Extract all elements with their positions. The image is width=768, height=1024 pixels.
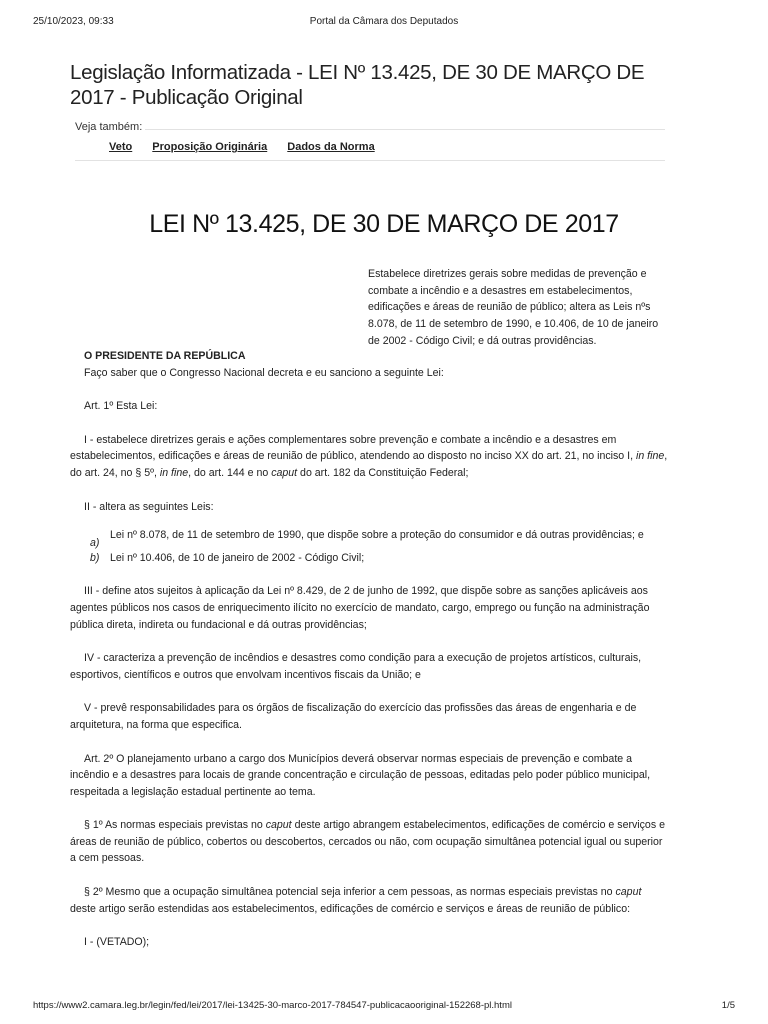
print-url: https://www2.camara.leg.br/legin/fed/lei/2017/lei-13425-30-marco-2017-784547-publicacaooriginal-152268-pl.html bbox=[33, 1000, 512, 1011]
sub-item-text: Lei nº 10.406, de 10 de janeiro de 2002 - Código Civil; bbox=[110, 551, 365, 564]
link-dados-da-norma[interactable]: Dados da Norma bbox=[287, 141, 375, 153]
sub-item-text: Lei nº 8.078, de 11 de setembro de 1990, que dispõe sobre a proteção do consumidor e dá outras providências; e bbox=[110, 529, 644, 542]
item-v: V - prevê responsabilidades para os órgãos de fiscalização do exercício das profissões das áreas de engenharia e de arquitetura, na forma que especifica. bbox=[70, 702, 637, 731]
item-iv: IV - caracteriza a prevenção de incêndios e desastres como condição para a execução de projetos artísticos, culturais, esportivos, científicos e outros que envolvam incentivos fiscais da União; e bbox=[70, 652, 642, 681]
see-also-label: Veja também: bbox=[75, 121, 143, 133]
enactment-clause: Faço saber que o Congresso Nacional decreta e eu sanciono a seguinte Lei: bbox=[84, 366, 444, 379]
link-proposicao-originaria[interactable]: Proposição Originária bbox=[152, 141, 268, 153]
president-heading: O PRESIDENTE DA REPÚBLICA bbox=[84, 350, 246, 362]
art2-par2: § 2º Mesmo que a ocupação simultânea potencial seja inferior a cem pessoas, as normas especiais previstas no caput deste artigo serão estendidas aos estabelecimentos, edificações de comércio e serviços e áreas de reunião de público: bbox=[70, 886, 642, 915]
art2: Art. 2º O planejamento urbano a cargo dos Municípios deverá observar normas especiais de prevenção e combate a incêndio e a desastres para locais de grande concentração e circulação de pessoas, editadas pelo poder público municipal, respeitada a legislação estadual pertinente ao tema. bbox=[70, 752, 651, 798]
page-number: 1/5 bbox=[721, 1000, 735, 1011]
divider bbox=[75, 160, 665, 161]
item-ii: II - altera as seguintes Leis: bbox=[84, 500, 214, 513]
print-datetime: 25/10/2023, 09:33 bbox=[33, 16, 114, 27]
item-iii: III - define atos sujeitos à aplicação da Lei nº 8.429, de 2 de junho de 1992, que dispõe sobre as sanções aplicáveis aos agentes públicos nos casos de enriquecimento ilícito no exercício de mandato, cargo, emprego ou função na administração pública direta, indireta ou fundacional e dá outras providências; bbox=[70, 585, 650, 631]
law-body bbox=[70, 348, 670, 968]
sub-item-b bbox=[70, 550, 670, 567]
see-also-links bbox=[109, 141, 392, 153]
sub-item-letter: a) bbox=[90, 537, 100, 550]
link-veto[interactable]: Veto bbox=[109, 141, 133, 153]
print-header bbox=[33, 16, 735, 30]
sub-item-letter: b) bbox=[90, 551, 100, 564]
divider bbox=[145, 129, 665, 130]
print-footer bbox=[33, 1000, 735, 1014]
sub-item-a bbox=[70, 527, 670, 550]
item-i: I - estabelece diretrizes gerais e ações complementares sobre prevenção e combate a incêndio e a desastres em estabelecimentos, edificações e áreas de reunião de público, atendendo ao disposto no inciso XX do art. 21, no inciso I, in fine, do art. 24, no § 5º, in fine, do art. 144 e no caput do art. 182 da Constituição Federal; bbox=[70, 433, 668, 479]
art1-intro: Art. 1º Esta Lei: bbox=[84, 400, 158, 413]
art2-par1: § 1º As normas especiais previstas no caput deste artigo abrangem estabelecimentos, edificações de comércio e serviços e áreas de reunião de público, cobertos ou descobertos, cercados ou não, com ocupação simultânea potencial igual ou superior a cem pessoas. bbox=[70, 819, 665, 865]
art2-par2-item-i: I - (VETADO); bbox=[84, 936, 150, 949]
page-title: Legislação Informatizada - LEI Nº 13.425, DE 30 DE MARÇO DE 2017 - Publicação Original bbox=[70, 61, 645, 109]
law-title: LEI Nº 13.425, DE 30 DE MARÇO DE 2017 bbox=[149, 210, 619, 238]
ementa: Estabelece diretrizes gerais sobre medidas de prevenção e combate a incêndio e a desastres em estabelecimentos, edificações e áreas de reunião de público; altera as Leis nºs 8.078, de 11 de setembro de 1990, e 10.406, de 10 de janeiro de 2002 - Código Civil; e dá outras providências. bbox=[368, 268, 659, 347]
print-site-title: Portal da Câmara dos Deputados bbox=[309, 16, 459, 27]
sub-items bbox=[70, 527, 670, 566]
